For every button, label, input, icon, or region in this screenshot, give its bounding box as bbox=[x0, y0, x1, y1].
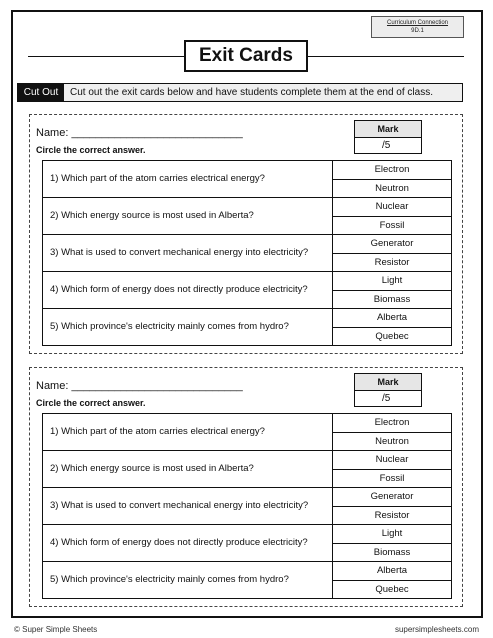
name-field[interactable]: Name: ____________________________ bbox=[36, 380, 243, 392]
mark-box bbox=[354, 373, 422, 407]
footer-website: supersimplesheets.com bbox=[394, 625, 479, 634]
footer-copyright: © Super Simple Sheets bbox=[14, 625, 98, 634]
answer-option[interactable]: Electron bbox=[333, 414, 452, 433]
answer-option[interactable]: Nuclear bbox=[333, 198, 452, 217]
answer-option[interactable]: Nuclear bbox=[333, 451, 452, 470]
question-text: 3) What is used to convert mechanical energy into electricity? bbox=[43, 488, 333, 525]
curriculum-code: 9D.1 bbox=[411, 28, 424, 34]
card-instruction: Circle the correct answer. bbox=[36, 145, 146, 155]
exit-card-1 bbox=[29, 114, 463, 354]
answer-option[interactable]: Neutron bbox=[333, 179, 452, 198]
answer-option[interactable]: Fossil bbox=[333, 469, 452, 488]
question-table bbox=[42, 160, 452, 346]
answer-option[interactable]: Biomass bbox=[333, 543, 452, 562]
question-text: 2) Which energy source is most used in Alberta? bbox=[43, 451, 333, 488]
name-field[interactable]: Name: ____________________________ bbox=[36, 127, 243, 139]
answer-option[interactable]: Resistor bbox=[333, 253, 452, 272]
answer-option[interactable]: Resistor bbox=[333, 506, 452, 525]
card-instruction: Circle the correct answer. bbox=[36, 398, 146, 408]
question-text: 5) Which province's electricity mainly comes from hydro? bbox=[43, 562, 333, 599]
question-text: 2) Which energy source is most used in Alberta? bbox=[43, 198, 333, 235]
exit-card-2 bbox=[29, 367, 463, 607]
page-title: Exit Cards bbox=[184, 40, 308, 72]
answer-option[interactable]: Generator bbox=[333, 488, 452, 507]
answer-option[interactable]: Quebec bbox=[333, 580, 452, 599]
question-text: 4) Which form of energy does not directly produce electricity? bbox=[43, 272, 333, 309]
answer-option[interactable]: Fossil bbox=[333, 216, 452, 235]
question-text: 3) What is used to convert mechanical energy into electricity? bbox=[43, 235, 333, 272]
cutout-label: Cut Out bbox=[18, 84, 64, 101]
curriculum-connection-label: Curriculum Connection bbox=[386, 20, 449, 26]
answer-option[interactable]: Alberta bbox=[333, 562, 452, 581]
question-text: 4) Which form of energy does not directly produce electricity? bbox=[43, 525, 333, 562]
answer-option[interactable]: Quebec bbox=[333, 327, 452, 346]
mark-label: Mark bbox=[355, 121, 421, 138]
mark-box bbox=[354, 120, 422, 154]
question-text: 5) Which province's electricity mainly comes from hydro? bbox=[43, 309, 333, 346]
answer-option[interactable]: Alberta bbox=[333, 309, 452, 328]
answer-option[interactable]: Light bbox=[333, 272, 452, 291]
mark-value[interactable]: /5 bbox=[382, 140, 391, 151]
mark-value[interactable]: /5 bbox=[382, 393, 391, 404]
cutout-instruction-bar bbox=[17, 83, 463, 102]
mark-label: Mark bbox=[355, 374, 421, 391]
cutout-text: Cut out the exit cards below and have students complete them at the end of class. bbox=[70, 87, 433, 98]
answer-option[interactable]: Biomass bbox=[333, 290, 452, 309]
answer-option[interactable]: Generator bbox=[333, 235, 452, 254]
answer-option[interactable]: Electron bbox=[333, 161, 452, 180]
answer-option[interactable]: Neutron bbox=[333, 432, 452, 451]
answer-option[interactable]: Light bbox=[333, 525, 452, 544]
question-text: 1) Which part of the atom carries electrical energy? bbox=[43, 161, 333, 198]
curriculum-connection-box bbox=[371, 16, 464, 38]
question-table bbox=[42, 413, 452, 599]
question-text: 1) Which part of the atom carries electrical energy? bbox=[43, 414, 333, 451]
